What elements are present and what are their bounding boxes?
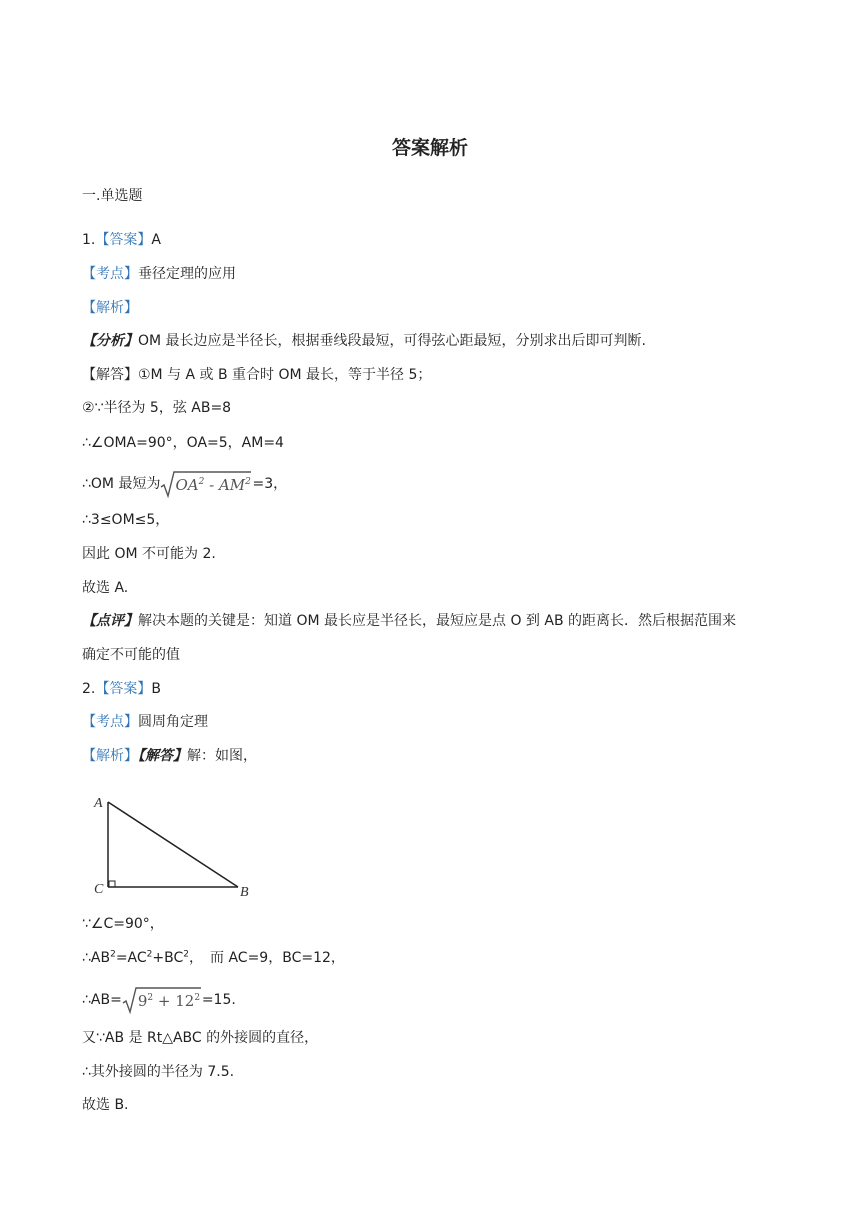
q2-answer-tag: 【答案】 [95,681,152,697]
q1-answer: A [151,232,161,248]
q2-math-12: + 12 [153,992,195,1010]
q1-answer-tag: 【答案】 [95,232,152,248]
q1-math-am: - AM [204,476,246,494]
q2-sup-ab: 2 [110,949,116,960]
q1-line7: 故选 A. [82,580,129,596]
q2-jiexi-tag: 【解析】 [82,748,138,764]
q2-kaodian-tag: 【考点】 [82,714,138,730]
q2-line3 [82,986,236,1014]
q1-fenxi: OM 最长边应是半径长，根据垂线段最短，可得弦心距最短，分别求出后即可判断. [138,333,646,349]
q1-sqrt-expression [160,470,252,498]
triangle-side-ab [108,802,238,887]
q1-answer-line [82,230,161,250]
q1-jiexi-line [82,298,138,318]
q2-answer-line [82,679,161,699]
q2-jiexi-line [82,746,257,766]
right-angle-mark [109,881,115,887]
q1-kaodian-tag: 【考点】 [82,266,138,282]
q2-line2-a: ∴AB [82,950,111,966]
right-triangle-figure [88,790,268,902]
q1-jieda-line [82,365,431,385]
q1-fenxi-line [82,331,646,351]
page-title: 答案解析 [391,137,468,159]
q1-math-oa: OA [175,476,199,494]
vertex-label-b: B [240,885,249,900]
vertex-label-a: A [94,796,103,811]
q2-jieda: 解：如图， [187,748,257,764]
q2-line1: ∵∠C=90°， [82,916,164,932]
q1-kaodian-line [82,264,236,284]
q2-line3-post: =15. [201,992,236,1008]
q1-line4-pre: ∴OM 最短为 [82,476,161,492]
q1-kaodian: 垂径定理的应用 [138,266,236,282]
q2-line2-d: ， 而 AC=9，BC=12， [189,950,345,966]
q2-math-9: 9 [137,992,148,1010]
q1-math-sup-1: 2 [198,477,205,487]
q1-line4-post: =3， [252,476,288,492]
q2-kaodian: 圆周角定理 [138,714,208,730]
q2-line2 [82,948,345,968]
q1-dianping2: 确定不可能的值 [82,647,180,663]
q2-sup-ac: 2 [146,949,153,960]
q1-jieda-tag: 【解答】 [82,367,138,383]
q1-jiexi-tag: 【解析】 [82,300,138,316]
q1-line3: ∴∠OMA=90°，OA=5，AM=4 [82,435,284,451]
q2-line4: 又∵AB 是 Rt△ABC 的外接圆的直径， [82,1030,319,1046]
q1-line5: ∴3≤OM≤5， [82,512,170,528]
q2-number: 2. [82,681,96,697]
q2-line2-c: +BC [152,950,184,966]
q2-answer: B [151,681,161,697]
q2-math-sup-1: 2 [147,993,154,1003]
q2-line3-pre: ∴AB= [82,992,122,1008]
q1-number: 1. [82,232,96,248]
q2-sup-bc: 2 [183,949,190,960]
section-heading: 一.单选题 [82,188,143,204]
q1-dianping-tag: 【点评】 [82,613,138,629]
q1-dianping1: 解决本题的关键是：知道 OM 最长应是半径长，最短应是点 O 到 AB 的距离长．然后根据范围来 [138,613,736,629]
q1-jieda1: ①M 与 A 或 B 重合时 OM 最长，等于半径 5； [138,367,432,383]
q1-math-sup-2: 2 [245,477,251,487]
vertex-label-c: C [94,882,104,897]
q2-jieda-tag: 【解答】 [138,748,187,764]
q2-line6: 故选 B. [82,1097,129,1113]
q2-math-sup-2: 2 [194,993,201,1003]
q1-line4 [82,470,287,498]
q1-line2: ②∵半径为 5，弦 AB=8 [82,400,232,416]
q2-sqrt-expression [122,986,202,1014]
q1-fenxi-tag: 【分析】 [82,333,138,349]
q2-kaodian-line [82,712,208,732]
q1-line6: 因此 OM 不可能为 2. [82,546,216,562]
q1-dianping-line [82,611,736,631]
q2-line2-b: =AC [115,950,147,966]
q2-line5: ∴其外接圆的半径为 7.5. [82,1064,235,1080]
